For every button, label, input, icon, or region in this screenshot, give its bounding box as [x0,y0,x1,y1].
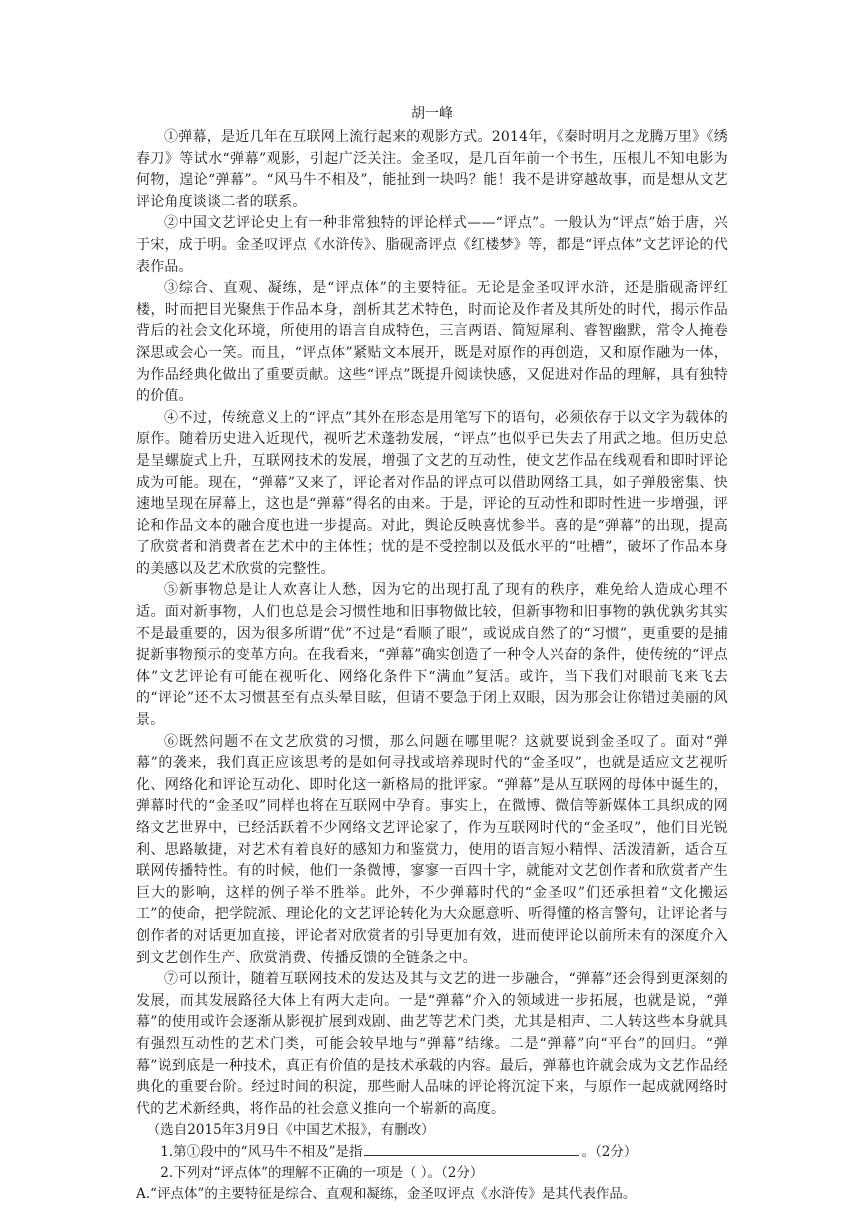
article-source: （选自2015年3月9日《中国艺术报》，有删改） [146,1122,435,1139]
question-1-prefix: 1.第①段中的“风马牛不相及”是指 [160,1144,363,1161]
question-2: 2.下列对“评点体”的理解不正确的一项是（ ）。（2分） [160,1165,484,1182]
question-1-suffix: 。（2分） [581,1144,638,1161]
paragraph-3: ③综合、直观、凝练，是“评点体”的主要特征。无论是金圣叹评水浒，还是脂砚斋评红楼，时而把目光聚焦于作品本身，剖析其艺术特色，时而论及作者及其所处的时代，揭示作品背后的社会文化环境，所使用的语言自成特色，三言两语、简短犀利、睿智幽默，常令人掩卷深思或会心一笑。而且，“评点体”紧贴文本展开，既是对原作的再创造，又和原作融为一体，为作品经典化做出了重要贡献。这些“评点”既提升阅读快感，又促进对作品的理解，具有独特的价值。 [136,280,728,405]
questions-section [136,1141,728,1205]
paragraph-6: ⑥既然问题不在文艺欣赏的习惯，那么问题在哪里呢？这就要说到金圣叹了。面对“弹幕”的袭来，我们真正应该思考的是如何寻找或培养现时代的“金圣叹”，也就是适应文艺视听化、网络化和评论互动化、即时化这一新格局的批评家。“弹幕”是从互联网的母体中诞生的，弹幕时代的“金圣叹”同样也将在互联网中孕育。事实上，在微博、微信等新媒体工具织成的网络文艺世界中，已经活跃着不少网络文艺评论家了，作为互联网时代的“金圣叹”，他们目光锐利、思路敏捷，对艺术有着良好的感知力和鉴赏力，使用的语言短小精悍、活泼清新，适合互联网传播特性。有的时候，他们一条微博，寥寥一百四十字，就能对文艺创作者和欣赏者产生巨大的影响，这样的例子举不胜举。此外，不少弹幕时代的“金圣叹”们还承担着“文化搬运工”的使命，把学院派、理论化的文艺评论转化为大众愿意听、听得懂的格言警句，让评论者与创作者的对话更加直接，评论者对欣赏者的引导更加有效，进而使评论以前所未有的深度介入到文艺创作生产、欣赏消费、传播反馈的全链条之中。 [136,733,728,966]
question-2-option-a: A.“评点体”的主要特征是综合、直观和凝练，金圣叹评点《水浒传》是其代表作品。 [136,1186,637,1203]
question-1 [136,1141,728,1163]
answer-blank[interactable] [364,1141,579,1156]
paragraph-2: ②中国文艺评论史上有一种非常独特的评论样式——“评点”。一般认为“评点”始于唐，兴于宋，成于明。金圣叹评点《水浒传》、脂砚斋评点《红楼梦》等，都是“评点体”文艺评论的代表作品。 [136,215,728,275]
document-page [136,103,728,1205]
paragraph-4: ④不过，传统意义上的“评点”其外在形态是用笔写下的语句，必须依存于以文字为载体的原作。随着历史进入近现代，视听艺术蓬勃发展，“评点”也似乎已失去了用武之地。但历史总是呈螺旋式上升，互联网技术的发展，增强了文艺的互动性，使文艺作品在线观看和即时评论成为可能。现在，“弹幕”又来了，评论者对作品的评点可以借助网络工具，如子弹般密集、快速地呈现在屏幕上，这也是“弹幕”得名的由来。于是，评论的互动性和即时性进一步增强，评论和作品文本的融合度也进一步提高。对此，舆论反映喜忧参半。喜的是“弹幕”的出现，提高了欣赏者和消费者在艺术中的主体性；忧的是不受控制以及低水平的“吐槽”，破坏了作品本身的美感以及艺术欣赏的完整性。 [136,409,728,577]
paragraph-1: ①弹幕，是近几年在互联网上流行起来的观影方式。2014年，《秦时明月之龙腾万里》《绣春刀》等试水“弹幕”观影，引起广泛关注。金圣叹，是几百年前一个书生，压根儿不知电影为何物，遑论“弹幕”。“风马牛不相及”，能扯到一块吗？能！我不是讲穿越故事，而是想从文艺评论角度谈谈二者的联系。 [136,129,728,210]
paragraph-5: ⑤新事物总是让人欢喜让人愁，因为它的出现打乱了现有的秩序，难免给人造成心理不适。面对新事物，人们也总是会习惯性地和旧事物做比较，但新事物和旧事物的孰优孰劣其实不是最重要的，因为很多所谓“优”不过是“看顺了眼”，或说成自然了的“习惯”，更重要的是捕捉新事物预示的变革方向。在我看来，“弹幕”确实创造了一种令人兴奋的条件，使传统的“评点体”文艺评论有可能在视听化、网络化条件下“满血”复活。或许，当下我们对眼前飞来飞去的“评论”还不太习惯甚至有点头晕目眩，但请不要急于闭上双眼，因为那会让你错过美丽的风景。 [136,582,728,729]
paragraph-7: ⑦可以预计，随着互联网技术的发达及其与文艺的进一步融合，“弹幕”还会得到更深刻的发展，而其发展路径大体上有两大走向。一是“弹幕”介入的领域进一步拓展，也就是说，“弹幕”的使用或许会逐渐从影视扩展到戏剧、曲艺等艺术门类，尤其是相声、二人转这些本身就具有强烈互动性的艺术门类，可能会较早地与“弹幕”结缘。二是“弹幕”向“平台”的回归。“弹幕”说到底是一种技术，真正有价值的是技术承载的内容。最后，弹幕也许就会成为文艺作品经典化的重要台阶。经过时间的积淀，那些耐人品味的评论将沉淀下来，与原作一起成就网络时代的艺术新经典，将作品的社会意义推向一个崭新的高度。 [136,971,728,1117]
article-body [136,127,728,1120]
article-author: 胡一峰 [411,106,453,122]
